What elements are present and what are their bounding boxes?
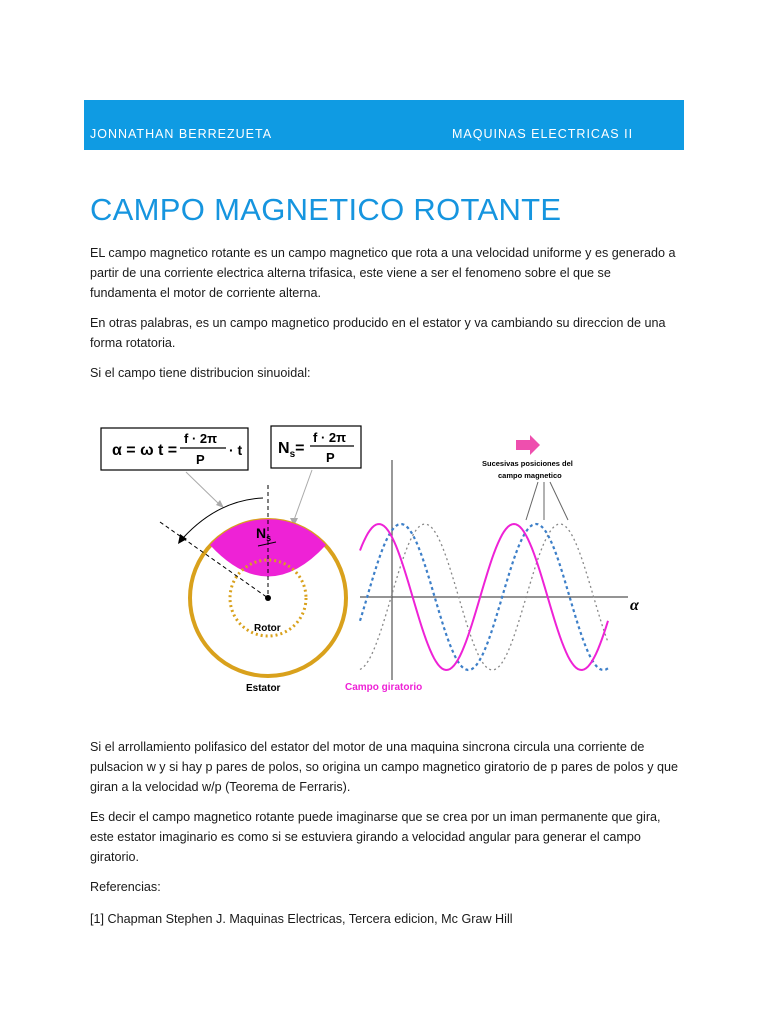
- direction-arrow: [516, 435, 540, 455]
- paragraph-intro: EL campo magnetico rotante es un campo magnetico que rota a una velocidad uniforme y es generado a partir de una corriente electrica alterna trifasica, este viene a ser el fenomeno sobre el que se fundamenta el motor de corriente alterna.: [90, 246, 676, 300]
- page-header: [84, 100, 684, 150]
- header-course: MAQUINAS ELECTRICAS II: [452, 127, 634, 141]
- svg-text:P: P: [326, 450, 335, 465]
- svg-text:Ns=: $N_s=$: [278, 440, 305, 460]
- references-heading: Referencias:: [90, 880, 161, 894]
- svg-text:f · 2π: f · 2π: [184, 431, 218, 446]
- rotor-label: Rotor: [254, 623, 281, 634]
- reference-item-1: [1] Chapman Stephen J. Maquinas Electricas, Tercera edicion, Mc Graw Hill: [90, 912, 513, 926]
- paragraph-es-decir: Es decir el campo magnetico rotante puede imaginarse que se crea por un iman permanente que gira, este estator imaginario es como si se estuviera girando a velocidad angular para generar el campo giratorio.: [90, 810, 661, 864]
- page-title: CAMPO MAGNETICO ROTANTE: [90, 192, 562, 227]
- svg-text:P: P: [196, 452, 205, 467]
- svg-text:α = ω t =: α = ω t =: [112, 442, 178, 459]
- svg-text:f · 2π: f · 2π: [313, 430, 347, 445]
- paragraph-otras-palabras: En otras palabras, es un campo magnetico producido en el estator y va cambiando su direccion de una forma rotatoria.: [90, 316, 666, 350]
- svg-text:· t: · t: [229, 442, 243, 458]
- sucesivas-label-2: campo magnetico: [498, 471, 562, 480]
- header-author: JONNATHAN BERREZUETA: [90, 127, 273, 141]
- estator-label: Estator: [246, 683, 281, 694]
- rotating-field-figure: [98, 420, 658, 710]
- ns-label: $N_s$: [256, 525, 272, 543]
- alpha-label: α: [630, 597, 639, 614]
- paragraph-arrollamiento: Si el arrollamiento polifasico del estator del motor de una maquina sincrona circula una corriente de pulsacion w y si hay p pares de polos, so origina un campo magnetico giratorio de p pares de polos y que giran a la velocidad w/p (Teorema de Ferraris).: [90, 740, 679, 794]
- campo-giratorio-label: Campo giratorio: [345, 682, 423, 693]
- sucesivas-label-1: Sucesivas posiciones del: [482, 459, 573, 468]
- paragraph-distribucion: Si el campo tiene distribucion sinuoidal:: [90, 366, 311, 380]
